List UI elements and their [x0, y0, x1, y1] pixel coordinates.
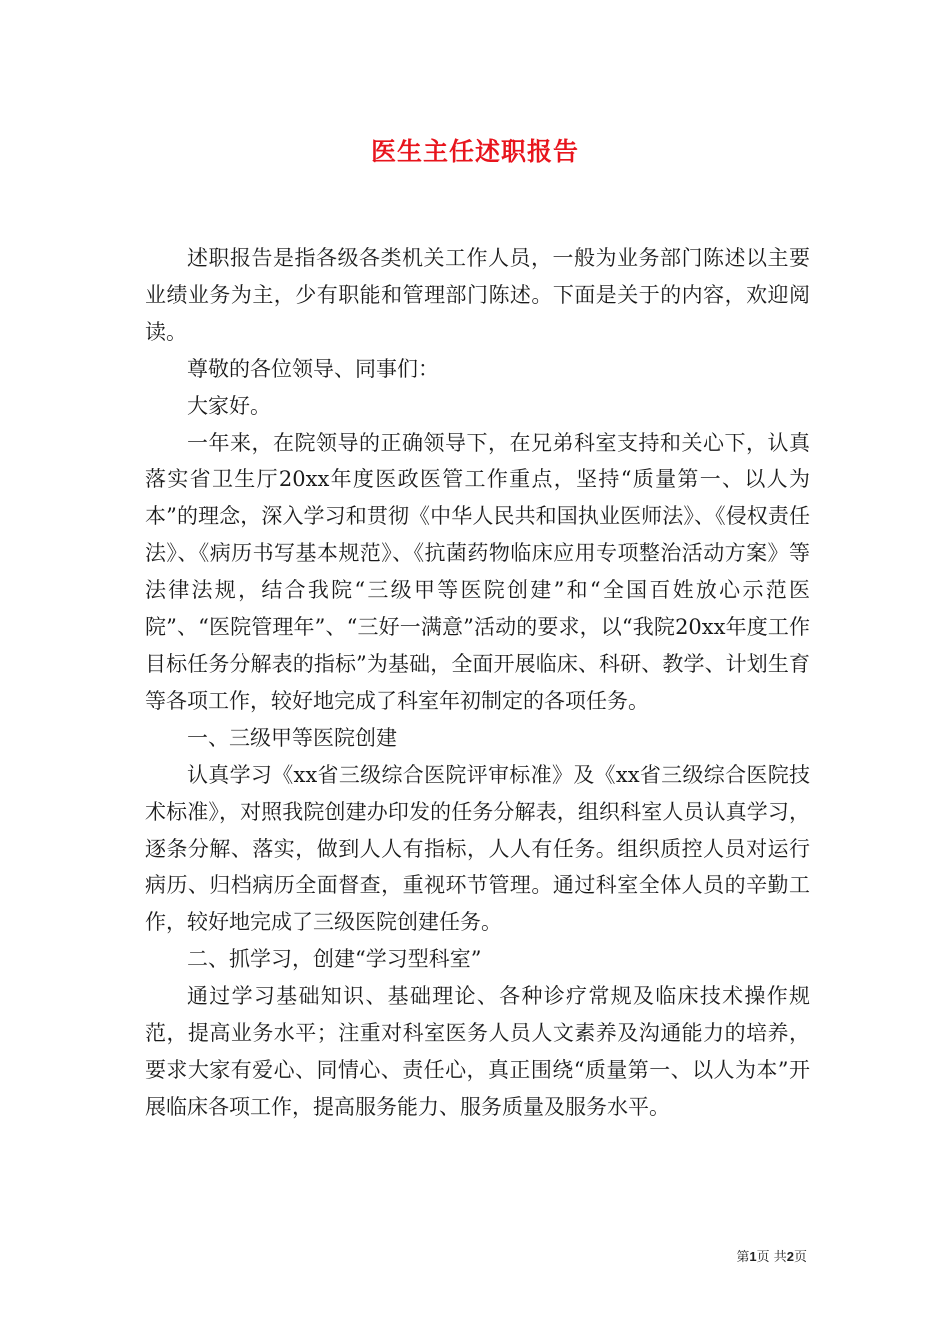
footer-middle: 页 共	[756, 1250, 787, 1265]
section-heading-2: 二、抓学习，创建“学习型科室”	[187, 947, 482, 972]
intro-paragraph: 述职报告是指各级各类机关工作人员，一般为业务部门陈述以主要业绩业务为主，少有职能和管理部门陈述。下面是关于的内容，欢迎阅读。	[145, 246, 810, 344]
salutation: 尊敬的各位领导、同事们：	[187, 356, 439, 381]
total-pages-number: 2	[786, 1249, 794, 1264]
section-1-paragraph: 认真学习《xx省三级综合医院评审标准》及《xx省三级综合医院技术标准》，对照我院创建办印发的任务分解表，组织科室人员认真学习，逐条分解、落实，做到人人有指标，人人有任务。组织质控人员对运行病历、归档病历全面督查，重视环节管理。通过科室全体人员的辛勤工作，较好地完成了三级医院创建任务。	[145, 762, 810, 935]
section-heading-1: 一、三级甲等医院创建	[187, 725, 397, 750]
document-body	[145, 240, 810, 1126]
summary-paragraph: 一年来，在院领导的正确领导下，在兄弟科室支持和关心下，认真落实省卫生厅20xx年度医政医管工作重点，坚持“质量第一、以人为本”的理念，深入学习和贯彻《中华人民共和国执业医师法》、《侵权责任法》、《病历书写基本规范》、《抗菌药物临床应用专项整治活动方案》等法律法规，结合我院“三级甲等医院创建”和“全国百姓放心示范医院”、“医院管理年”、“三好一满意”活动的要求，以“我院20xx年度工作目标任务分解表的指标”为基础，全面开展临床、科研、教学、计划生育等各项工作，较好地完成了科室年初制定的各项任务。	[145, 430, 810, 713]
page-title: 医生主任述职报告	[370, 137, 579, 166]
greeting: 大家好。	[187, 393, 271, 418]
page-number-footer	[736, 1246, 807, 1265]
section-2-paragraph: 通过学习基础知识、基础理论、各种诊疗常规及临床技术操作规范，提高业务水平；注重对科室医务人员人文素养及沟通能力的培养，要求大家有爱心、同情心、责任心，真正围绕“质量第一、以人为本”开展临床各项工作，提高服务能力、服务质量及服务水平。	[145, 984, 810, 1119]
footer-suffix: 页	[793, 1250, 807, 1265]
footer-prefix: 第	[736, 1250, 750, 1265]
current-page-number: 1	[749, 1249, 757, 1264]
